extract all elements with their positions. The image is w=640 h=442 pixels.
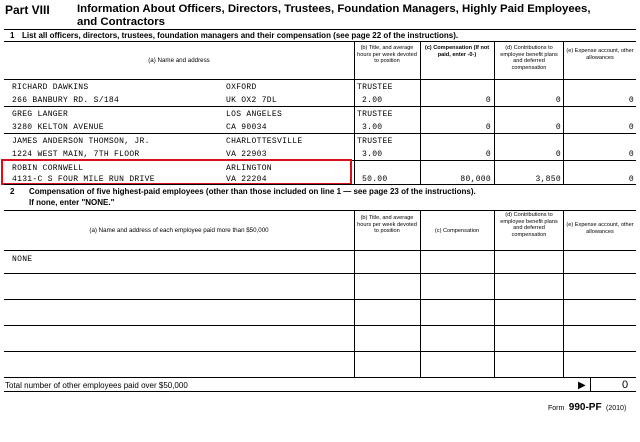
officer-contributions: 3,850: [535, 175, 561, 184]
section2-col-b-header: (b) Title, and average hours per week devoted to position: [357, 215, 417, 234]
form-year: (2010): [606, 405, 627, 412]
part-title-line2: and Contractors: [77, 16, 165, 28]
section2-col-d-header: (d) Contributions to employee benefit plans and deferred compensation: [500, 212, 558, 238]
form-footer: [548, 397, 626, 415]
section2-instruction-line2: If none, enter "NONE.": [29, 198, 115, 207]
employee-name-entry: NONE: [12, 255, 33, 264]
form-name: 990-PF: [568, 402, 602, 413]
officer-expense: 0: [628, 175, 634, 184]
rule-under-section2-header: [4, 250, 636, 251]
officer-name: GREG LANGER: [12, 110, 69, 119]
officer-contributions: 0: [555, 96, 561, 105]
officer-title: TRUSTEE: [357, 137, 393, 146]
officer-expense: 0: [628, 123, 634, 132]
rule-under-instruction: [4, 41, 636, 42]
section2-col-e-header: (e) Expense account, other allowances: [566, 222, 634, 235]
officer-compensation: 0: [485, 123, 491, 132]
officer-state-zip: VA 22903: [226, 150, 267, 159]
officer-expense: 0: [628, 96, 634, 105]
section1-instruction: List all officers, directors, trustees, foundation managers and their compensation (see page 22 of the instructions).: [22, 31, 459, 40]
section1-vline-c: [420, 41, 421, 184]
section2-col-a-header: (a) Name and address of each employee paid more than $50,000: [89, 227, 269, 234]
section2-instruction-line1: Compensation of five highest-paid employees (other than those included on line 1 — see page 23 of the instructions).: [29, 187, 476, 196]
officer-contributions: 0: [555, 123, 561, 132]
officer-expense: 0: [628, 150, 634, 159]
section1-col-b-header: (b) Title, and average hours per week devoted to position: [357, 45, 417, 64]
row-divider: [4, 325, 636, 326]
row-divider: [4, 299, 636, 300]
form-word: Form: [548, 405, 565, 412]
section1-col-c-header: (c) Compensation (If not paid, enter -0-): [424, 45, 490, 58]
total-value: 0: [622, 379, 629, 391]
part-title-line1: Information About Officers, Directors, Trustees, Foundation Managers, Highly Paid Employees,: [77, 3, 591, 15]
rule-top: [4, 29, 636, 30]
officer-name: RICHARD DAWKINS: [12, 83, 89, 92]
officer-title: TRUSTEE: [357, 83, 393, 92]
officer-contributions: 0: [555, 150, 561, 159]
officer-hours: 3.00: [362, 123, 383, 132]
section1-col-a-header: (a) Name and address: [148, 57, 210, 64]
officer-address: 1224 WEST MAIN, 7TH FLOOR: [12, 150, 140, 159]
officer-compensation: 0: [485, 96, 491, 105]
part-label: Part VIII: [5, 3, 50, 17]
total-arrow-icon: ▶: [578, 380, 586, 391]
officer-state-zip: UK OX2 7DL: [226, 96, 278, 105]
officer-address: 266 BANBURY RD. S/184: [12, 96, 120, 105]
officer-state-zip: VA 22204: [226, 175, 267, 184]
officer-compensation: 80,000: [460, 175, 491, 184]
officer-city: OXFORD: [226, 83, 257, 92]
officer-name: JAMES ANDERSON THOMSON, JR.: [12, 137, 150, 146]
rule-end-section1: [4, 184, 636, 185]
section1-vline-e: [563, 41, 564, 184]
row-divider: [4, 133, 636, 134]
section1-col-d-header: (d) Contributions to employee benefit plans and deferred compensation: [500, 45, 558, 71]
rule-under-section1-header: [4, 79, 636, 80]
officer-compensation: 0: [485, 150, 491, 159]
section1-col-e-header: (e) Expense account, other allowances: [566, 48, 634, 61]
section1-number: 1: [10, 31, 15, 40]
officer-city: ARLINGTON: [226, 164, 272, 173]
total-vline: [590, 377, 591, 391]
officer-city: LOS ANGELES: [226, 110, 283, 119]
total-label: Total number of other employees paid over $50,000: [5, 381, 188, 390]
officer-state-zip: CA 90034: [226, 123, 267, 132]
officer-hours: 2.00: [362, 96, 383, 105]
highlight-box: [1, 159, 352, 185]
row-divider: [4, 351, 636, 352]
rule-under-total: [4, 391, 636, 392]
officer-title: TRUSTEE: [357, 110, 393, 119]
section1-vline-d: [494, 41, 495, 184]
rule-section2-top: [4, 210, 636, 211]
section2-number: 2: [10, 187, 15, 196]
officer-hours: 50.00: [362, 175, 388, 184]
officer-address: 4131-C S FOUR MILE RUN DRIVE: [12, 175, 155, 184]
officer-name: ROBIN CORNWELL: [12, 164, 84, 173]
rule-end-section2: [4, 377, 636, 378]
section2-col-c-header: (c) Compensation: [434, 228, 480, 234]
officer-city: CHARLOTTESVILLE: [226, 137, 303, 146]
officer-hours: 3.00: [362, 150, 383, 159]
row-divider: [4, 106, 636, 107]
section1-vline-b: [354, 41, 355, 184]
row-divider: [4, 273, 636, 274]
officer-address: 3280 KELTON AVENUE: [12, 123, 104, 132]
